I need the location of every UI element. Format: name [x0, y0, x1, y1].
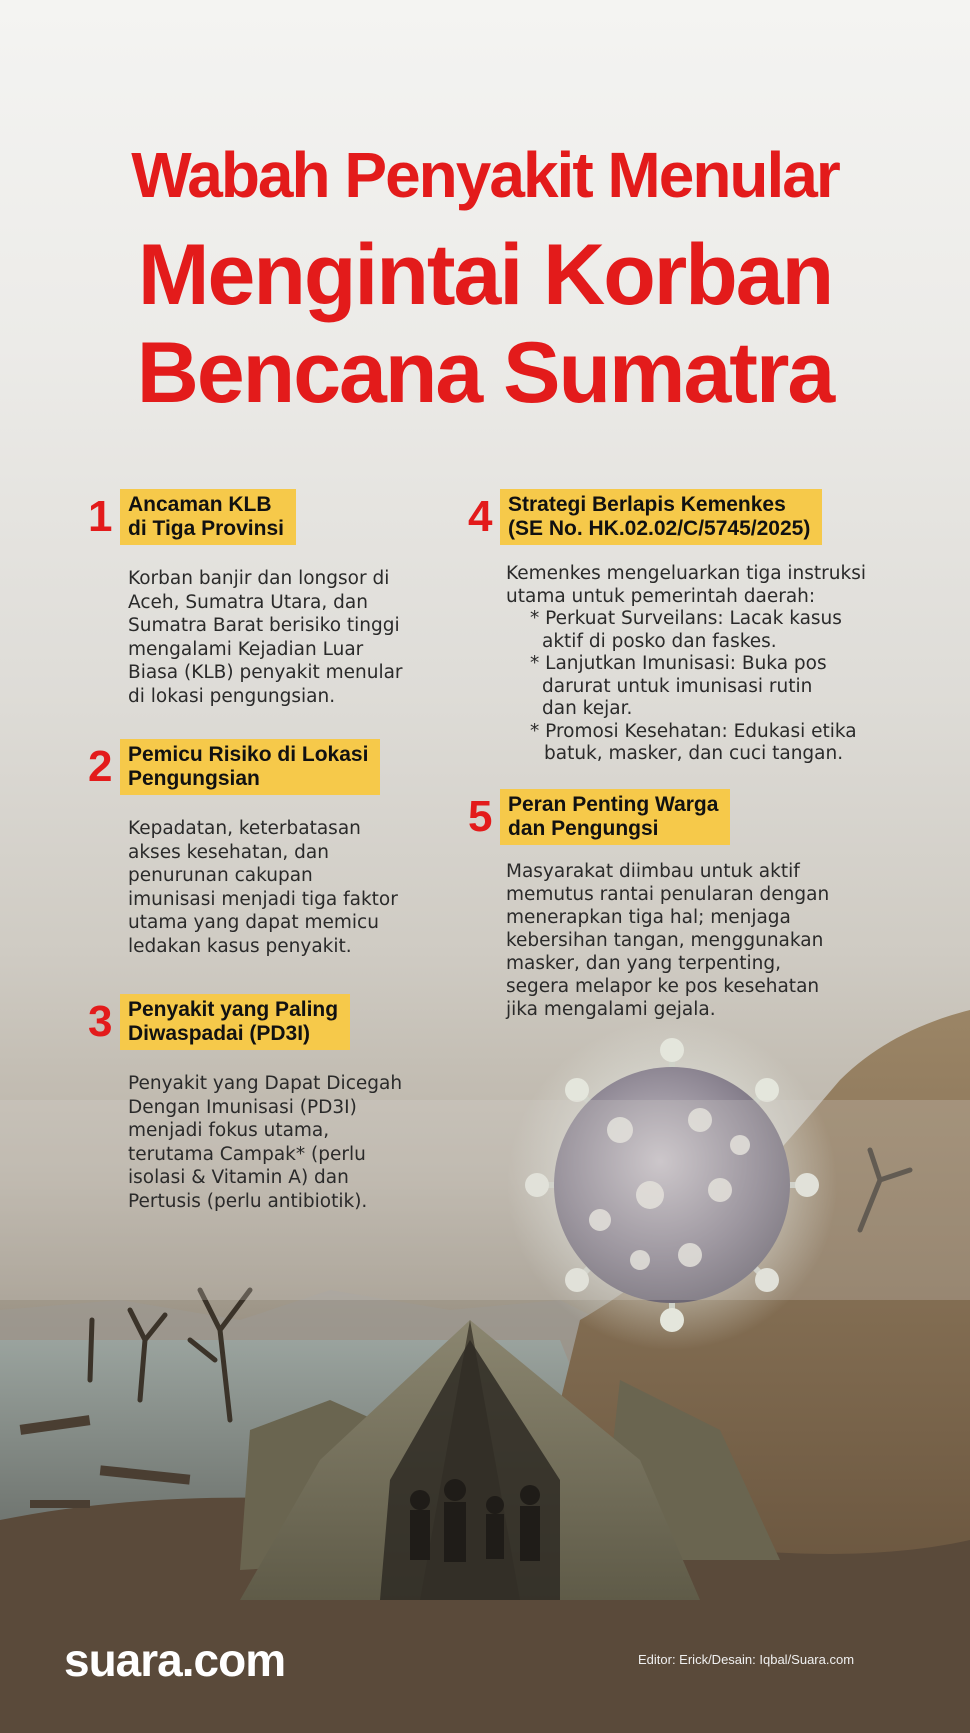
heading-line: dan Pengungsi — [508, 817, 659, 840]
suara-logo: suara.com — [64, 1634, 286, 1686]
section-number: 4 — [468, 492, 493, 541]
body-line: akses kesehatan, dan — [128, 841, 329, 863]
title-line-2: Mengintai Korban — [137, 227, 833, 323]
body-line: masker, dan yang terpenting, — [506, 953, 781, 974]
body-line: ledakan kasus penyakit. — [128, 935, 352, 957]
body-line: darurat untuk imunisasi rutin — [542, 675, 813, 697]
credit-text: Editor: Erick/Desain: Iqbal/Suara.com — [638, 1652, 855, 1667]
body-line: menjadi fokus utama, — [128, 1120, 330, 1141]
heading-line: Penyakit yang Paling — [128, 998, 339, 1021]
heading-line: Ancaman KLB — [128, 493, 272, 516]
body-line: Dengan Imunisasi (PD3I) — [128, 1096, 357, 1118]
body-line: batuk, masker, dan cuci tangan. — [544, 743, 844, 764]
body-line: utama untuk pemerintah daerah: — [506, 585, 816, 607]
section-2 — [88, 742, 468, 965]
section-number: 2 — [88, 742, 113, 791]
heading-line: Strategi Berlapis Kemenkes — [508, 493, 786, 516]
body-line: di lokasi pengungsian. — [128, 685, 336, 707]
body-line: segera melapor ke pos kesehatan — [506, 976, 820, 997]
body-line: * Perkuat Surveilans: Lacak kasus — [530, 608, 842, 629]
body-line: terutama Campak* (perlu — [128, 1143, 366, 1165]
section-3 — [88, 997, 468, 1220]
body-line: dan kejar. — [542, 698, 633, 719]
body-line: mengalami Kejadian Luar — [128, 638, 364, 660]
heading-line: Diwaspadai (PD3I) — [128, 1022, 311, 1045]
section-5 — [468, 792, 918, 1035]
heading-line: Peran Penting Warga — [508, 793, 719, 816]
section-number: 5 — [468, 792, 493, 841]
section-heading — [120, 994, 350, 1050]
section-body — [128, 817, 398, 958]
heading-line: di Tiga Provinsi — [128, 517, 284, 540]
body-line: * Promosi Kesehatan: Edukasi etika — [530, 720, 857, 742]
body-line: Masyarakat diimbau untuk aktif — [506, 861, 800, 882]
body-line: isolasi & Vitamin A) dan — [128, 1167, 349, 1188]
section-1 — [88, 492, 468, 715]
body-line: kebersihan tangan, menggunakan — [506, 930, 824, 951]
body-line: penurunan cakupan — [128, 865, 313, 886]
body-line: jika mengalami gejala. — [506, 999, 716, 1020]
section-body — [128, 567, 403, 708]
section-4 — [468, 492, 918, 775]
title-line-3: Bencana Sumatra — [136, 325, 834, 421]
body-line: Korban banjir dan longsor di — [128, 568, 390, 589]
body-line: * Lanjutkan Imunisasi: Buka pos — [530, 653, 827, 674]
section-heading — [120, 739, 380, 795]
section-body — [128, 1072, 402, 1213]
section-heading — [500, 489, 822, 545]
body-line: Pertusis (perlu antibiotik). — [128, 1190, 368, 1212]
body-line: Sumatra Barat berisiko tinggi — [128, 615, 400, 636]
body-line: aktif di posko dan faskes. — [542, 630, 777, 652]
section-heading — [500, 789, 730, 845]
section-number: 3 — [88, 997, 113, 1046]
body-line: Biasa (KLB) penyakit menular — [128, 662, 403, 683]
heading-line: Pemicu Risiko di Lokasi — [128, 743, 369, 766]
body-line: utama yang dapat memicu — [128, 912, 379, 933]
heading-line: (SE No. HK.02.02/C/5745/2025) — [508, 517, 811, 540]
section-heading — [120, 489, 296, 545]
body-line: Aceh, Sumatra Utara, dan — [128, 591, 368, 613]
body-line: menerapkan tiga hal; menjaga — [506, 907, 791, 928]
section-number: 1 — [88, 492, 113, 541]
title-line-1: Wabah Penyakit Menular — [131, 139, 839, 211]
body-line: imunisasi menjadi tiga faktor — [128, 888, 398, 910]
section-body — [506, 860, 829, 1021]
section-body — [506, 563, 866, 766]
body-line: Penyakit yang Dapat Dicegah — [128, 1073, 403, 1094]
heading-line: Pengungsian — [128, 767, 260, 790]
body-line: memutus rantai penularan dengan — [506, 884, 830, 905]
body-line: Kemenkes mengeluarkan tiga instruksi — [506, 563, 867, 584]
body-line: Kepadatan, keterbatasan — [128, 818, 361, 839]
